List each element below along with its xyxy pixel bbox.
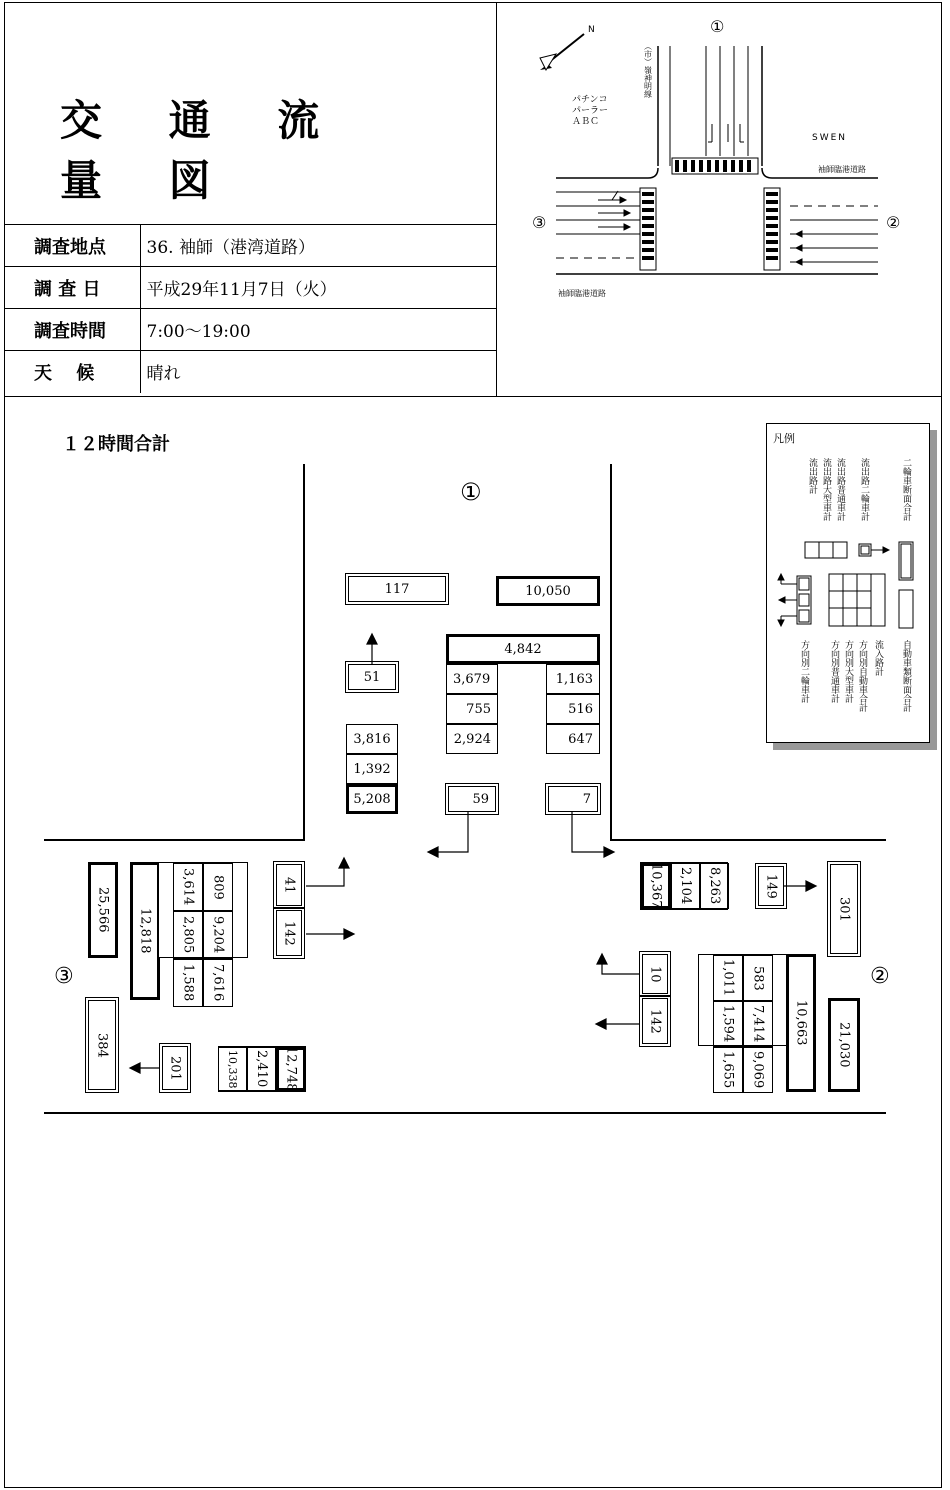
legend-label: 方向別普通車計 <box>829 640 839 703</box>
info-value: 7:00〜19:00 <box>140 309 496 351</box>
arrow-icon <box>367 634 377 644</box>
arrow-icon <box>428 847 438 857</box>
approach-1-label: ① <box>460 478 482 506</box>
map-approach-1: ① <box>710 17 725 36</box>
north-outflow-total: 3,816 <box>346 724 398 754</box>
east-two-wheel-a: 10 <box>642 954 668 994</box>
map-road-east: 袖師臨港道路 <box>818 165 866 174</box>
north-two-wheel-cross: 51 <box>348 664 396 690</box>
west-outflow-total: 12,748 <box>276 1047 306 1091</box>
north-left-turn-normal: 647 <box>546 724 600 754</box>
north-outflow-large: 1,392 <box>346 754 398 784</box>
period-label: １２時間合計 <box>62 434 170 455</box>
west-outflow-normal: 10,338 <box>218 1047 247 1091</box>
west-inflow-total: 12,818 <box>130 862 160 1000</box>
arrow-icon <box>604 847 614 857</box>
west-grid-cell: 1,588 <box>173 959 203 1007</box>
east-two-wheel-b: 142 <box>642 998 668 1044</box>
north-right-turn-auto: 3,679 <box>446 664 498 694</box>
west-grid-cell: 2,805 <box>173 911 203 959</box>
north-cross-section-auto: 10,050 <box>496 576 600 606</box>
north-two-wheel-right: 59 <box>448 786 496 812</box>
map-shop-label: パチンコパーラーＡＢＣ <box>572 95 609 127</box>
legend-label: 方向別大型車計 <box>843 640 853 703</box>
north-outflow-two-wheel: 117 <box>348 576 446 602</box>
east-grid-cell: 1,594 <box>713 1001 743 1047</box>
north-right-turn-large: 755 <box>446 694 498 724</box>
north-two-wheel-left: 7 <box>548 786 598 812</box>
arrow-icon <box>806 881 816 891</box>
east-two-wheel-out: 149 <box>758 866 784 906</box>
arrow-icon <box>130 1063 140 1073</box>
west-grid-cell: 7,616 <box>203 959 233 1007</box>
map-road-south: 袖師臨港道路 <box>558 289 606 298</box>
legend-label: 流入路計 <box>873 640 883 676</box>
arrow-icon <box>306 866 344 886</box>
legend-label: 方向別自動車合計 <box>857 640 867 712</box>
arrow-icon <box>597 954 607 964</box>
east-outflow-large: 2,104 <box>671 863 700 909</box>
east-cross-section-auto: 21,030 <box>828 998 860 1092</box>
east-grid-cell: 583 <box>743 955 773 1001</box>
east-grid-cell: 1,655 <box>713 1047 743 1093</box>
info-key: 天 候 <box>4 351 140 393</box>
east-cross-two-wheel: 301 <box>830 864 858 954</box>
info-key: 調 査 日 <box>4 267 140 309</box>
arrow-icon <box>436 812 468 852</box>
info-key: 調査時間 <box>4 309 140 351</box>
east-grid-cell: 7,414 <box>743 1001 773 1047</box>
west-grid-cell: 9,204 <box>203 911 233 959</box>
page-title: 交 通 流 量 図 <box>60 96 346 205</box>
arrow-icon <box>344 929 354 939</box>
west-grid-cell: 809 <box>203 863 233 911</box>
north-left-turn-auto: 1,163 <box>546 664 600 694</box>
east-outflow-total: 10,367 <box>641 863 671 909</box>
north-left-turn-large: 516 <box>546 694 600 724</box>
legend <box>766 423 930 743</box>
west-two-wheel-out: 201 <box>162 1046 188 1090</box>
west-cross-section-auto: 25,566 <box>88 862 118 958</box>
west-outflow-large: 2,410 <box>247 1047 276 1091</box>
west-two-wheel-b: 142 <box>276 910 302 956</box>
legend-label: 自動車類断面合計 <box>901 640 911 712</box>
info-value: 晴れ <box>140 351 496 393</box>
west-cross-two-wheel: 384 <box>88 1000 116 1090</box>
map-swen-label: SWEN <box>812 133 848 143</box>
approach-2-label: ② <box>870 964 890 989</box>
east-grid-cell: 9,069 <box>743 1047 773 1093</box>
arrow-icon <box>339 858 349 868</box>
legend-label: 方向別二輪車計 <box>799 640 809 703</box>
arrow-icon <box>602 962 640 974</box>
map-approach-3: ③ <box>532 213 547 232</box>
east-inflow-total: 10,663 <box>786 954 816 1092</box>
legend-title: 凡例 <box>773 432 795 445</box>
legend-label: 流出路大型車計 <box>821 458 831 521</box>
legend-label: 流出路二輪車計 <box>859 458 869 521</box>
north-inflow-total: 4,842 <box>446 634 600 664</box>
east-outflow-normal: 8,263 <box>700 863 729 909</box>
approach-3-label: ③ <box>54 964 74 989</box>
map-road-north: （市）嶺神明線 <box>643 42 653 98</box>
east-grid-cell: 1,011 <box>713 955 743 1001</box>
arrow-icon <box>596 1019 606 1029</box>
north-outflow-normal: 5,208 <box>346 784 398 814</box>
info-value: 平成29年11月7日（火） <box>140 267 496 309</box>
arrow-icon <box>572 812 606 852</box>
legend-label: 流出路普通車計 <box>835 458 845 521</box>
north-label: N <box>588 25 595 35</box>
west-two-wheel-a: 41 <box>276 864 302 906</box>
legend-label: 流出路計 <box>807 458 817 494</box>
info-value: 36. 袖師（港湾道路） <box>140 225 496 267</box>
info-key: 調査地点 <box>4 225 140 267</box>
west-grid-cell: 3,614 <box>173 863 203 911</box>
map-approach-2: ② <box>886 213 901 232</box>
north-right-turn-normal: 2,924 <box>446 724 498 754</box>
legend-label: 二輪車断面合計 <box>901 458 911 521</box>
